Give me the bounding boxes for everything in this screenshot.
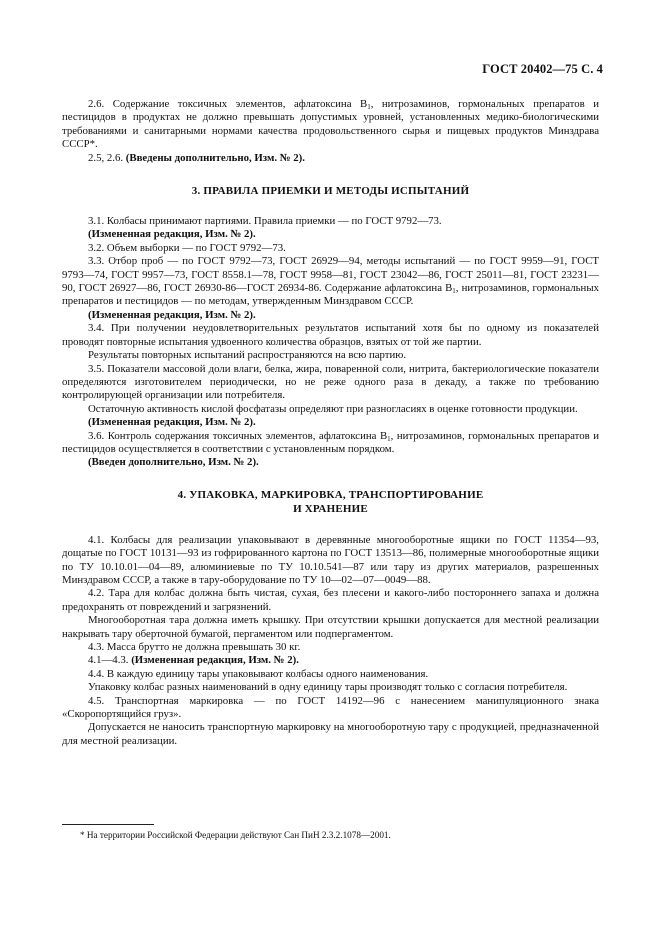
paragraph-3-2: 3.2. Объем выборки — по ГОСТ 9792—73.: [88, 241, 286, 254]
paragraph-4-4: 4.4. В каждую единицу тары упаковывают колбасы одного наименования.: [88, 667, 429, 680]
amendment-note-3-6: (Введен дополнительно, Изм. № 2).: [88, 456, 259, 469]
section-4-title: 4. УПАКОВКА, МАРКИРОВКА, ТРАНСПОРТИРОВАНИЕ И ХРАНЕНИЕ: [177, 488, 484, 515]
section-3-title: 3. ПРАВИЛА ПРИЕМКИ И МЕТОДЫ ИСПЫТАНИЙ: [191, 185, 470, 198]
paragraph-3-4: 3.4. При получении неудовлетворительных результатов испытаний хотя бы по одному из показателей проводят повторные испытания удвоенного количества образцов, взятых от той же партии.: [62, 322, 599, 348]
paragraph-3-5-cont: Остаточную активность кислой фосфатазы определяют при разногласиях в оценке готовности продукции.: [88, 402, 578, 415]
paragraph-3-4-cont: Результаты повторных испытаний распространяются на всю партию.: [88, 349, 407, 362]
paragraph-4-5-cont: Допускается не наносить транспортную маркировку на многооборотную тару с продукцией, предназначенной для местной реализации.: [62, 721, 599, 747]
amendment-note-3-1: (Измененная редакция, Изм. № 2).: [88, 228, 256, 241]
amendment-note-3-3: (Измененная редакция, Изм. № 2).: [88, 308, 256, 321]
paragraph-3-6: 3.6. Контроль содержания токсичных элементов, афлатоксина $B_1$, нитрозаминов, гормональных препаратов и пестицидов осуществляется в соответствии с установленным порядком.: [62, 429, 600, 455]
paragraph-3-3: 3.3. Отбор проб — по ГОСТ 9792—73, ГОСТ 26929—94, методы испытаний — по ГОСТ 9959—91, ГОСТ 9793—74, ГОСТ 9957—73, ГОСТ 8558.1—78, ГОСТ 9958—81, ГОСТ 23042—86, ГОСТ 25011—81, ГОСТ 23231—90, ГОСТ 26927—86, ГОСТ 26930-86—ГОСТ 26934-86. Содержание афлатоксина $B_1$, нитрозаминов, гормональных препаратов и пестицидов — по методам, утвержденным Минздравом СССР.: [62, 255, 599, 308]
paragraph-2-6: 2.6. Содержание токсичных элементов, афлатоксина $B_1$, нитрозаминов, гормональных препаратов и пестицидов в продуктах не должно превышать допустимых уровней, установленных медико-биологическими требованиями и санитарными нормами качества продовольственного сырья и пищевых продуктов Минздрава СССР*.: [62, 98, 600, 151]
amendment-note-4-1-4-3: 4.1—4.3. (Измененная редакция, Изм. № 2).: [88, 654, 299, 667]
paragraph-3-1: 3.1. Колбасы принимают партиями. Правила приемки — по ГОСТ 9792—73.: [88, 215, 442, 228]
footnote: * На территории Российской Федерации действуют Сан ПиН 2.3.2.1078—2001.: [80, 830, 391, 840]
paragraph-4-3: 4.3. Масса брутто не должна превышать 30 кг.: [88, 641, 301, 653]
amendment-note-2-5-2-6: 2.5, 2.6. (Введены дополнительно, Изм. № 2).: [88, 151, 305, 164]
paragraph-4-1: 4.1. Колбасы для реализации упаковывают в деревянные многооборотные ящики по ГОСТ 11354—93, дощатые по ГОСТ 10131—93 из гофрированного картона по ГОСТ 13513—86, полимерные многооборотные ящики по ТУ 10.10.01—04—89, алюминиевые по ТУ 10.10.541—87 или тару из других материалов, разрешенных Минздравом СССР, а также в тару-оборудование по ТУ 10—02—07—0049—88.: [62, 533, 599, 586]
page-content: [62, 98, 599, 748]
footnote-divider: [62, 824, 154, 825]
paragraph-3-5: 3.5. Показатели массовой доли влаги, белка, жира, поваренной соли, нитрита, бактериологические показатели определяются изготовителем периодически, но не реже одного раза в декаду, а также по требованию контролирующей организации или потребителя.: [62, 362, 599, 402]
paragraph-4-4-cont: Упаковку колбас разных наименований в одну единицу тары производят только с согласия потребителя.: [88, 681, 568, 694]
paragraph-4-5: 4.5. Транспортная маркировка — по ГОСТ 14192—96 с нанесением манипуляционного знака «Скоропортящийся груз».: [62, 694, 599, 721]
paragraph-4-2: 4.2. Тара для колбас должна быть чистая, сухая, без плесени и какого-либо постороннего запаха и должна предохранять от повреждений и загрязнений.: [62, 587, 599, 613]
amendment-note-3-5: (Измененная редакция, Изм. № 2).: [88, 416, 256, 429]
page-header: ГОСТ 20402—75 С. 4: [482, 62, 603, 76]
paragraph-4-2-cont: Многооборотная тара должна иметь крышку. При отсутствии крышки допускается для местной реализации накрывать тару оберточной бумагой, пергаментом или подпергаментом.: [62, 614, 599, 640]
